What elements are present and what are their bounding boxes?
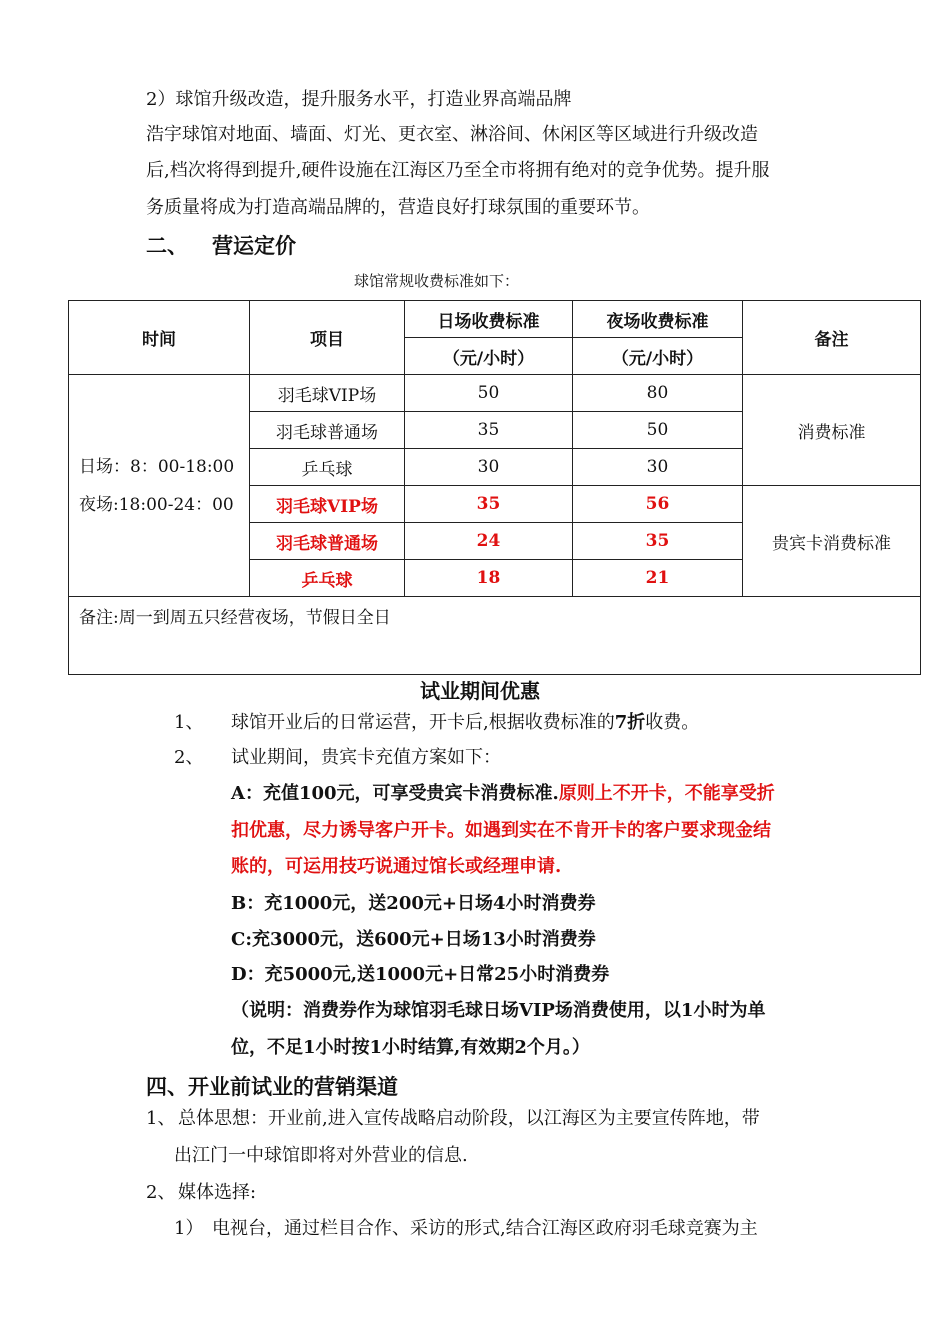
trial-item-2: 试业期间，贵宾卡充值方案如下：	[231, 747, 501, 768]
fee-table	[68, 300, 921, 675]
plan-a-warning-3: 账的，可运用技巧说通过馆长或经理申请.	[231, 856, 562, 877]
trial-item-1-pre: 球馆开业后的日常运营，开卡后,根据收费标准的	[231, 712, 615, 733]
s4-item-2: 媒体选择:	[178, 1182, 257, 1203]
plan-a-text: A：充值100元，可享受贵宾卡消费标准.	[231, 783, 559, 804]
trial-item-2-number: 2、	[174, 747, 204, 768]
note-regular: 消费标准	[743, 375, 921, 486]
hours-night: 夜场:18:00-24：00	[79, 494, 234, 515]
intro-line-1: 2）球馆升级改造，提升服务水平，打造业界高端品牌	[146, 89, 572, 110]
s4-item-1-line-1: 总体思想：开业前,进入宣传战略启动阶段，以江海区为主要宣传阵地，带	[178, 1108, 760, 1129]
plan-a-warning-1: 原则上不开卡，不能享受折	[558, 783, 775, 804]
hours-day: 日场：8：00-18:00	[79, 456, 235, 477]
row-day-fee: 18	[405, 560, 573, 597]
row-night-fee: 35	[573, 523, 743, 560]
row-item: 乒乓球	[250, 560, 405, 597]
plan-b: B：充1000元，送200元+日场4小时消费券	[231, 893, 596, 914]
header-night-fee: 夜场收费标准	[573, 301, 743, 338]
plan-a-warning-2: 扣优惠，尽力诱导客户开卡。如遇到实在不肯开卡的客户要求现金结	[231, 820, 771, 841]
plan-a-line-1	[231, 782, 775, 806]
row-item: 羽毛球VIP场	[250, 486, 405, 523]
trial-title: 试业期间优惠	[420, 679, 540, 703]
table-row	[69, 375, 921, 412]
row-item: 羽毛球普通场	[250, 412, 405, 449]
row-day-fee: 24	[405, 523, 573, 560]
section-2-title: 营运定价	[212, 234, 296, 258]
table-caption: 球馆常规收费标准如下：	[354, 272, 520, 290]
plan-note-1: （说明：消费券作为球馆羽毛球日场VIP场消费使用，以1小时为单	[231, 1000, 766, 1021]
header-day-unit: （元/小时）	[405, 338, 573, 375]
note-vip: 贵宾卡消费标准	[743, 486, 921, 597]
header-item: 项目	[250, 301, 405, 375]
row-day-fee: 35	[405, 412, 573, 449]
header-time: 时间	[69, 301, 250, 375]
s4-subitem-1-number: 1）	[174, 1218, 204, 1239]
header-night-unit: （元/小时）	[573, 338, 743, 375]
trial-item-1-number: 1、	[174, 712, 204, 733]
s4-item-1-number: 1、	[146, 1108, 176, 1129]
row-night-fee: 80	[573, 375, 743, 412]
s4-subitem-1: 电视台，通过栏目合作、采访的形式,结合江海区政府羽毛球竞赛为主	[212, 1218, 758, 1239]
s4-item-2-number: 2、	[146, 1182, 176, 1203]
header-day-fee: 日场收费标准	[405, 301, 573, 338]
row-day-fee: 35	[405, 486, 573, 523]
plan-d: D：充5000元,送1000元+日常25小时消费券	[231, 964, 610, 985]
trial-item-1-post: 收费。	[645, 712, 700, 733]
intro-line-3: 后,档次将得到提升,硬件设施在江海区乃至全市将拥有绝对的竞争优势。提升服	[146, 160, 770, 181]
row-night-fee: 50	[573, 412, 743, 449]
table-footnote: 备注:周一到周五只经营夜场，节假日全日	[69, 597, 921, 675]
hours-cell	[69, 375, 250, 597]
row-item: 乒乓球	[250, 449, 405, 486]
row-night-fee: 30	[573, 449, 743, 486]
row-item: 羽毛球VIP场	[250, 375, 405, 412]
section-2-number: 二、	[146, 234, 188, 258]
plan-note-2: 位，不足1小时按1小时结算,有效期2个月。）	[231, 1037, 590, 1058]
row-night-fee: 21	[573, 560, 743, 597]
row-item: 羽毛球普通场	[250, 523, 405, 560]
row-night-fee: 56	[573, 486, 743, 523]
s4-item-1-line-2: 出江门一中球馆即将对外营业的信息.	[174, 1145, 468, 1166]
trial-item-1	[231, 711, 699, 735]
row-day-fee: 50	[405, 375, 573, 412]
header-note: 备注	[743, 301, 921, 375]
row-day-fee: 30	[405, 449, 573, 486]
trial-item-1-discount: 7折	[614, 712, 646, 733]
intro-line-2: 浩宇球馆对地面、墙面、灯光、更衣室、淋浴间、休闲区等区域进行升级改造	[146, 124, 758, 145]
section-4-title: 四、开业前试业的营销渠道	[146, 1075, 398, 1099]
plan-c: C:充3000元，送600元+日场13小时消费券	[231, 929, 596, 950]
intro-line-4: 务质量将成为打造高端品牌的，营造良好打球氛围的重要环节。	[146, 197, 650, 218]
